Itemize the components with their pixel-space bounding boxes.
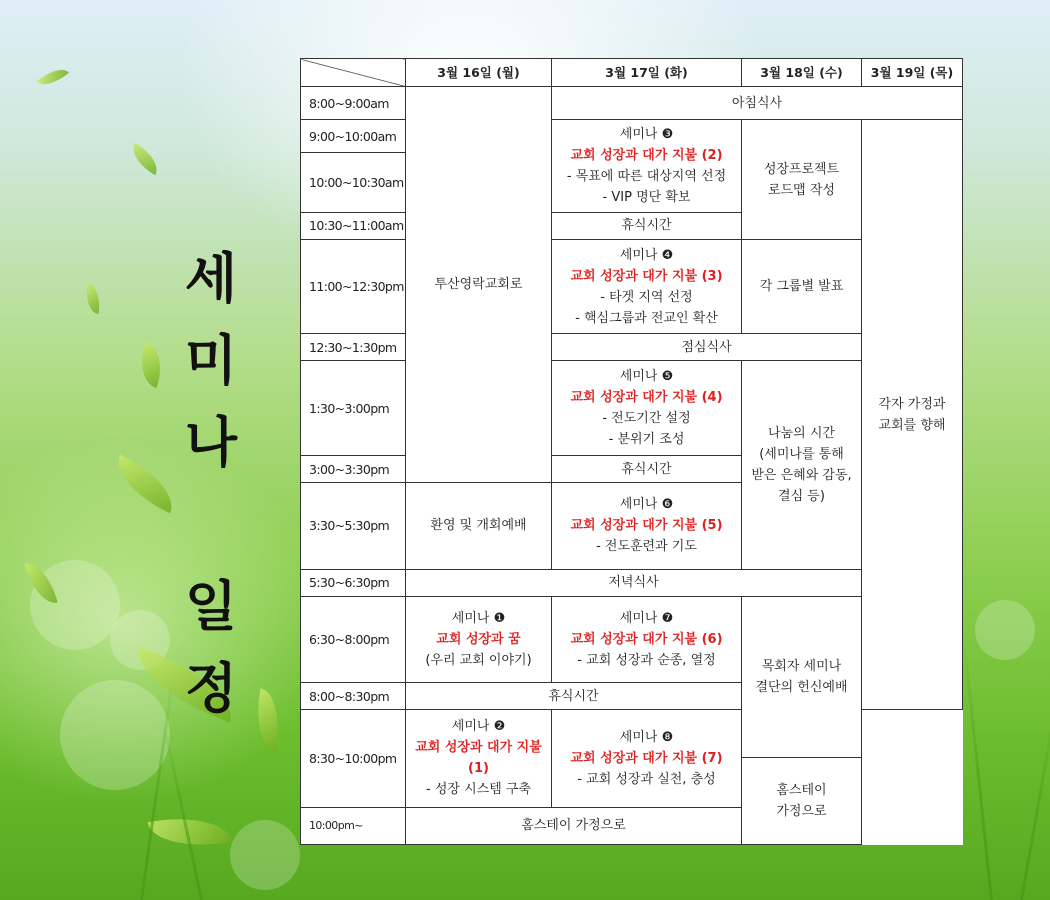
corner-cell [301,59,406,87]
time-cell: 12:30~1:30pm [301,334,406,361]
break-cell: 휴식시간 [552,212,742,239]
table-row [301,807,963,844]
seminar-detail: - 전도기간 설정 [602,411,691,427]
cell-line: 교회를 향해 [878,417,946,433]
seminar-detail: - 전도훈련과 기도 [596,539,697,555]
leaf-decoration [83,284,104,314]
seminar-detail: - VIP 명단 확보 [602,190,691,206]
seminar-topic: (1) [468,761,489,777]
cell-line: 홈스테이 [776,783,827,799]
bokeh-light [975,600,1035,660]
seminar-title: 세미나 ❼ [619,610,674,626]
cell-line: 나눔의 시간 [768,425,835,441]
seminar-title: 세미나 ❷ [451,719,506,735]
time-cell: 6:30~8:00pm [301,596,406,682]
thu-home-cell [862,120,963,710]
seminar-5-cell [552,361,742,455]
day-header: 3월 17일 (화) [552,59,742,87]
title-char: 일 [184,575,238,638]
cell-line: (세미나를 통해 [759,446,844,462]
leaf-decoration [250,688,286,752]
day-header: 3월 18일 (수) [742,59,862,87]
leaf-decoration [37,62,69,92]
grass-blade [163,724,203,900]
time-cell: 10:00pm~ [301,807,406,844]
wed-homestay-cell [742,758,862,845]
seminar-topic: 교회 성장과 대가 지불 (5) [570,518,723,534]
cell-line: 성장프로젝트 [763,161,840,177]
breakfast-cell: 아침식사 [552,87,963,120]
cell-line: 가정으로 [776,804,827,820]
time-cell: 8:30~10:00pm [301,710,406,807]
seminar-topic: 교회 성장과 대가 지불 [415,740,542,756]
time-cell: 5:30~6:30pm [301,569,406,596]
table-row [301,87,963,120]
dinner-cell: 저녁식사 [406,569,862,596]
cell-line: 각자 가정과 [878,396,946,412]
seminar-title: 세미나 ❻ [619,497,674,513]
schedule-table [300,58,963,845]
seminar-6-cell [552,483,742,569]
time-cell: 3:30~5:30pm [301,483,406,569]
leaf-decoration [126,143,164,176]
seminar-8-cell [552,710,742,807]
seminar-title: 세미나 ❽ [619,729,674,745]
cell-line: 목회자 세미나 [761,659,842,675]
time-cell: 10:30~11:00am [301,212,406,239]
seminar-topic: 교회 성장과 대가 지불 (2) [570,148,723,164]
seminar-title: 세미나 ❹ [619,247,674,263]
seminar-title: 세미나 ❶ [451,610,506,626]
cell-line: 받은 은혜와 감동, [751,467,852,483]
seminar-topic: 교회 성장과 대가 지불 (7) [570,750,723,766]
break-cell: 휴식시간 [406,683,742,710]
time-cell: 10:00~10:30am [301,153,406,212]
seminar-detail: - 목표에 따른 대상지역 선정 [566,169,727,185]
table-row [301,710,963,758]
seminar-3-cell [552,120,742,212]
title-char: 세 [184,247,238,310]
title-char: 나 [184,411,238,474]
page-title [176,238,246,730]
seminar-detail: - 핵심그룹과 전교인 확산 [575,310,718,326]
time-cell: 11:00~12:30pm [301,239,406,333]
header-row [301,59,963,87]
group-present-cell: 각 그룹별 발표 [742,239,862,333]
seminar-2-cell [406,710,552,807]
seminar-detail: (우리 교회 이야기) [425,652,532,668]
grass-blade [1020,703,1050,900]
cell-line: 결단의 헌신예배 [755,680,848,696]
sharing-time-cell [742,361,862,569]
day-header: 3월 19일 (목) [862,59,963,87]
time-cell: 3:00~3:30pm [301,455,406,482]
seminar-detail: - 분위기 조성 [608,432,685,448]
day-header: 3월 16일 (월) [406,59,552,87]
seminar-detail: - 교회 성장과 순종, 열정 [577,652,716,668]
growth-project-cell [742,120,862,240]
table-row [301,120,963,153]
seminar-topic: 교회 성장과 대가 지불 (3) [570,268,723,284]
break-cell: 휴식시간 [552,455,742,482]
seminar-topic: 교회 성장과 꿈 [436,631,521,647]
seminar-7-cell [552,596,742,682]
leaf-decoration [107,455,184,514]
grass-blade [963,641,993,900]
title-char: 정 [184,657,238,720]
seminar-topic: 교회 성장과 대가 지불 (4) [570,390,723,406]
mon-church-cell: 투산영락교회로 [406,87,552,483]
seminar-1-cell [406,596,552,682]
seminar-detail: - 교회 성장과 실천, 충성 [577,771,716,787]
title-char: 미 [184,329,238,392]
homestay-cell: 홈스테이 가정으로 [406,807,742,844]
cell-line: 결심 등) [778,488,825,504]
seminar-title: 세미나 ❸ [619,127,674,143]
welcome-worship-cell: 환영 및 개회예배 [406,483,552,569]
bokeh-light [60,680,170,790]
time-cell: 8:00~9:00am [301,87,406,120]
time-cell: 9:00~10:00am [301,120,406,153]
seminar-4-cell [552,239,742,333]
time-cell: 1:30~3:00pm [301,361,406,455]
pastor-seminar-cell [742,596,862,758]
cell-line: 로드맵 작성 [768,182,835,198]
seminar-detail: - 성장 시스템 구축 [426,782,531,798]
seminar-topic: 교회 성장과 대가 지불 (6) [570,631,723,647]
seminar-title: 세미나 ❺ [619,369,674,385]
leaf-decoration [132,342,170,388]
bokeh-light [230,820,300,890]
time-cell: 8:00~8:30pm [301,683,406,710]
seminar-detail: - 타겟 지역 선정 [600,289,693,305]
lunch-cell: 점심식사 [552,334,862,361]
